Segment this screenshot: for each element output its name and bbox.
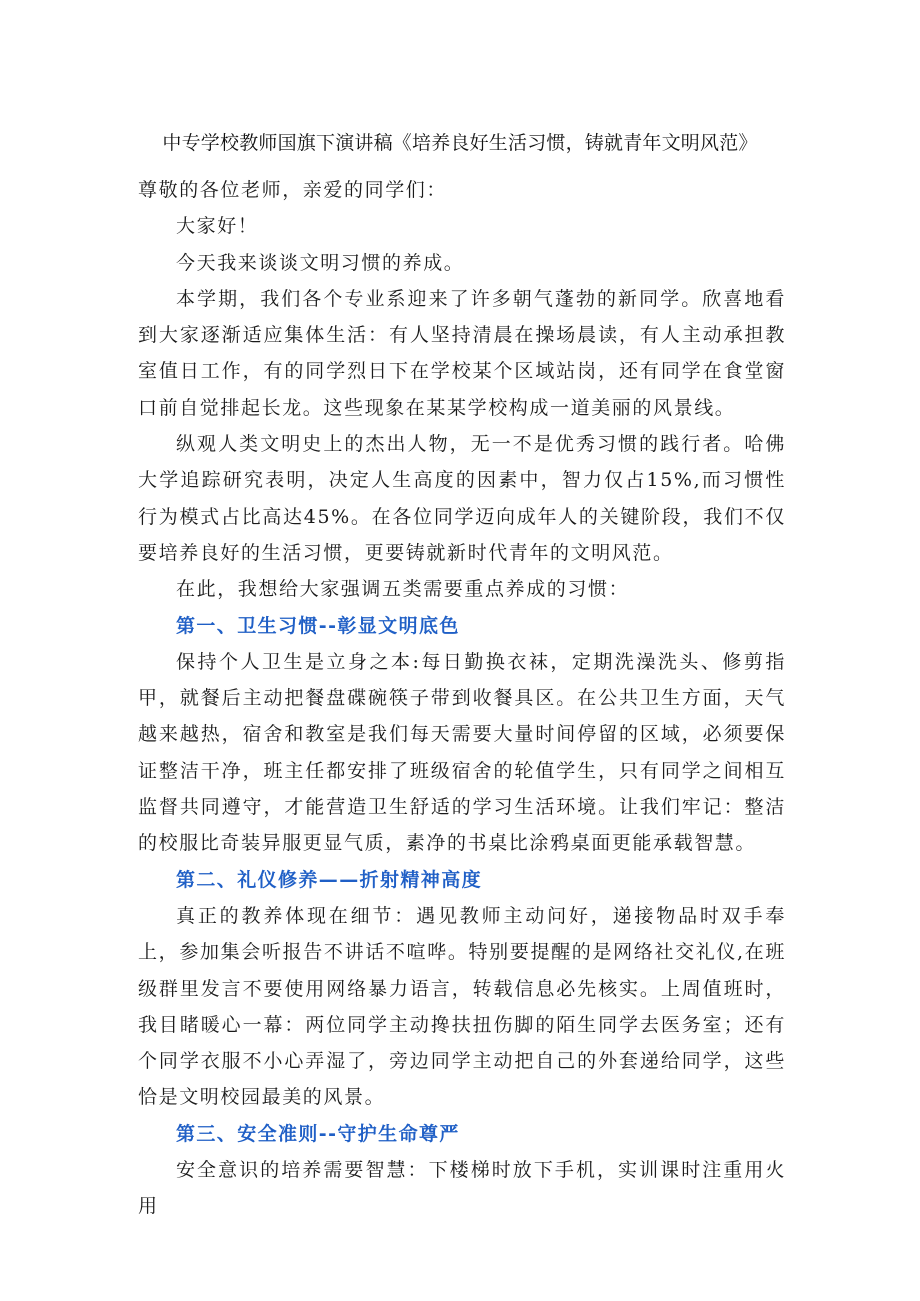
paragraph: 本学期，我们各个专业系迎来了许多朝气蓬勃的新同学。欣喜地看到大家逐渐适应集体生活：有人坚持清晨在操场晨读，有人主动承担教室值日工作，有的同学烈日下在学校某个区域站岗，还有同学在食堂窗口前自觉排起长龙。这些现象在某某学校构成一道美丽的风景线。 — [138, 287, 786, 419]
paragraph: 纵观人类文明史上的杰出人物，无一不是优秀习惯的践行者。哈佛大学追踪研究表明，决定人生高度的因素中，智力仅占15%,而习惯性行为模式占比高达45%。在各位同学迈向成年人的关键阶段，我们不仅要培养良好的生活习惯，更要铸就新时代青年的文明风范。 — [138, 433, 786, 564]
section-text-safety: 安全意识的培养需要智慧：下楼梯时放下手机，实训课时注重用火用 — [138, 1159, 786, 1218]
section-text-hygiene: 保持个人卫生是立身之本:每日勤换衣袜，定期洗澡洗头、修剪指甲，就餐后主动把餐盘碟碗筷子带到收餐具区。在公共卫生方面，天气越来越热，宿舍和教室是我们每天需要大量时间停留的区域，必须要保证整洁干净，班主任都安排了班级宿舍的轮值学生，只有同学之间相互监督共同遵守，才能营造卫生舒适的学习生活环境。让我们牢记：整洁的校服比奇装异服更显气质，素净的书桌比涂鸦桌面更能承载智慧。 — [138, 650, 786, 855]
intro-line: 今天我来谈谈文明习惯的养成。 — [176, 251, 465, 274]
document-body — [138, 172, 786, 1225]
document-title: 中专学校教师国旗下演讲稿《培养良好生活习惯，铸就青年文明风范》 — [162, 132, 758, 154]
paragraph: 在此，我想给大家强调五类需要重点养成的习惯： — [176, 578, 630, 601]
section-heading-etiquette: 第二、礼仪修养——折射精神高度 — [176, 868, 483, 891]
section-heading-hygiene: 第一、卫生习惯--彰显文明底色 — [176, 614, 460, 637]
section-text-etiquette: 真正的教养体现在细节：遇见教师主动问好，递接物品时双手奉上，参加集会听报告不讲话不喧哗。特别要提醒的是网络社交礼仪,在班级群里发言不要使用网络暴力语言，转载信息必先核实。上周值班时，我目睹暖心一幕：两位同学主动搀扶扭伤脚的陌生同学去医务室；还有个同学衣服不小心弄湿了，旁边同学主动把自己的外套递给同学，这些恰是文明校园最美的风景。 — [138, 904, 786, 1109]
greeting: 尊敬的各位老师，亲爱的同学们： — [138, 179, 448, 201]
hello-line: 大家好！ — [176, 215, 259, 238]
section-heading-safety: 第三、安全准则--守护生命尊严 — [176, 1122, 460, 1145]
